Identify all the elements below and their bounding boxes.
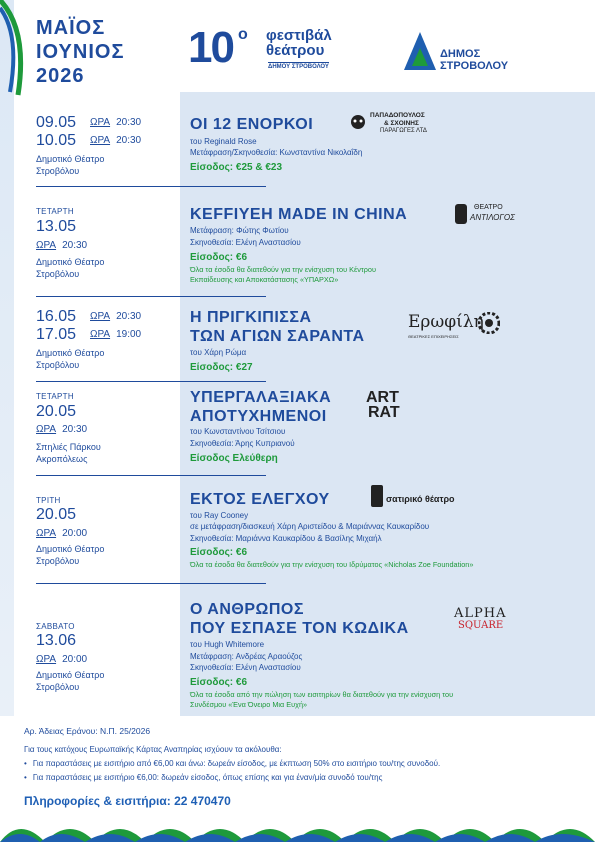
event-date: 16.05	[36, 308, 77, 325]
event-title: ΕΚΤΟΣ ΕΛΕΓΧΟΥ	[190, 491, 330, 508]
event-credit: σε μετάφραση/διασκευή Χάρη Αριστείδου & Μαριάννας Καυκαρίδου	[190, 522, 430, 531]
time-value: 20:30	[116, 117, 142, 128]
venue-line: Στροβόλου	[36, 682, 80, 692]
event-weekday: ΤΕΤΑΡΤΗ	[36, 392, 74, 401]
theatre-mask-icon	[454, 202, 468, 226]
event-credit: του Hugh Whitemore	[190, 640, 265, 649]
event-weekday: ΣΑΒΒΑΤΟ	[36, 622, 75, 631]
company-name: σατιρικό θέατρο	[386, 494, 455, 504]
event-entry-price: Είσοδος: €6	[190, 252, 248, 263]
time-label: ΩΡΑ	[90, 117, 111, 128]
event-credit: Μετάφραση/Σκηνοθεσία: Κωνσταντίνα Νικολαΐδη	[190, 148, 363, 157]
time-label: ΩΡΑ	[36, 424, 57, 435]
company-name: SQUARE	[458, 620, 504, 631]
company-name: ΠΑΠΑΔΟΠΟΥΛΟΣ	[370, 112, 425, 119]
company-name: ALPHA	[454, 606, 507, 621]
event-credit: Σκηνοθεσία: Άρης Κυπριανού	[190, 439, 295, 448]
info-tickets-phone: Πληροφορίες & εισιτήρια: 22 470470	[24, 794, 231, 808]
company-logo	[454, 606, 524, 640]
event-time	[36, 528, 87, 539]
festival-number: 10	[188, 23, 233, 72]
event-entry-price: Είσοδος: €6	[190, 677, 248, 688]
disability-card-bullet	[24, 772, 382, 783]
festival-title-2: θεάτρου	[266, 42, 325, 59]
event-entry-price: Είσοδος: €25 & €23	[190, 162, 283, 173]
event-title: ΑΠΟΤΥΧΗΜΕΝΟΙ	[190, 408, 327, 425]
time-label: ΩΡΑ	[90, 311, 111, 322]
company-logo	[370, 484, 480, 512]
event-title: Ο ΑΝΘΡΩΠΟΣ	[190, 601, 304, 618]
time-label: ΩΡΑ	[90, 329, 111, 340]
event-time	[36, 654, 87, 665]
divider	[36, 475, 266, 476]
municipality-emblem-icon	[402, 30, 438, 74]
company-logo	[408, 308, 498, 340]
bullet-icon: •	[24, 759, 27, 768]
divider	[36, 296, 266, 297]
time-value: 20:00	[62, 528, 88, 539]
event-weekday: ΤΡΙΤΗ	[36, 496, 61, 505]
header-logos-area	[180, 0, 595, 92]
event-note: Εκπαίδευσης και Αποκατάστασης «ΥΠΑΡΧΩ»	[190, 275, 339, 284]
event-title: ΤΩΝ ΑΓΙΩΝ ΣΑΡΑΝΤΑ	[190, 328, 365, 345]
event-title: KEFFIYEH MADE IN CHINA	[190, 206, 408, 223]
event-note: Όλα τα έσοδα από την πώληση των εισιτηρίων θα διατεθούν για την ενίσχυση του	[190, 690, 454, 699]
venue-line: Δημοτικό Θέατρο	[36, 348, 105, 358]
time-label: ΩΡΑ	[36, 528, 57, 539]
disability-card-bullet	[24, 758, 440, 769]
venue-line: Δημοτικό Θέατρο	[36, 154, 105, 164]
event-credit: του Κωνσταντίνου Τσίτσιου	[190, 427, 286, 436]
event-credit: Μετάφραση: Φώτης Φωτίου	[190, 226, 289, 235]
event-time	[36, 424, 87, 435]
company-logo	[366, 390, 410, 428]
festival-number-sup: ο	[238, 26, 248, 43]
divider	[36, 381, 266, 382]
time-value: 20:30	[116, 135, 142, 146]
event-time	[90, 329, 141, 340]
time-label: ΩΡΑ	[90, 135, 111, 146]
time-value: 20:30	[62, 240, 88, 251]
event-entry-price: Είσοδος Ελεύθερη	[190, 453, 278, 464]
event-date: 20.05	[36, 506, 77, 523]
event-title: Η ΠΡΙΓΚΙΠΙΣΣΑ	[190, 309, 312, 326]
event-credit: Μετάφραση: Ανδρέας Αραούζος	[190, 652, 303, 661]
header-month-1: ΜΑΪΟΣ	[36, 17, 106, 39]
event-entry-price: Είσοδος: €27	[190, 362, 253, 373]
header-year: 2026	[36, 65, 85, 87]
venue-line: Σπηλιές Πάρκου	[36, 442, 101, 452]
company-logo	[454, 202, 534, 232]
venue-line: Δημοτικό Θέατρο	[36, 257, 105, 267]
sunburst-icon	[478, 312, 500, 334]
event-credit: Σκηνοθεσία: Ελένη Αναστασίου	[190, 238, 301, 247]
event-credit: Σκηνοθεσία: Μαριάννα Καυκαρίδου & Βασίλης Μιχαήλ	[190, 534, 382, 543]
company-name: Ερωφίλη	[408, 312, 484, 332]
event-credit: Σκηνοθεσία: Ελένη Αναστασίου	[190, 663, 301, 672]
company-name: ΘΕΑΤΡΟ	[474, 204, 503, 211]
event-note: Όλα τα έσοδα θα διατεθούν για την ενίσχυση του Κέντρου	[190, 265, 376, 274]
company-name: & ΣΧΟΙΝΗΣ	[384, 120, 419, 127]
event-title: ΠΟΥ ΕΣΠΑΣΕ ΤΟΝ ΚΩΔΙΚΑ	[190, 620, 409, 637]
event-credit: του Χάρη Ρώμα	[190, 348, 247, 357]
event-time	[90, 311, 141, 322]
bullet-icon: •	[24, 773, 27, 782]
municipality-name-1: ΔΗΜΟΣ	[440, 48, 481, 60]
event-date: 13.05	[36, 218, 77, 235]
venue-line: Στροβόλου	[36, 269, 80, 279]
company-name: RAT	[368, 404, 400, 421]
time-label: ΩΡΑ	[36, 654, 57, 665]
event-date: 20.05	[36, 403, 77, 420]
event-note: Όλα τα έσοδα θα διατεθούν για την ενίσχυση του Ιδρύματος «Nicholas Zoe Foundation»	[190, 560, 474, 569]
bullet-text: Για παραστάσεις με εισιτήριο €6,00: δωρεάν είσοδος, όπως επίσης και για έναν/μία συνοδό του/της	[32, 773, 383, 782]
divider	[36, 583, 266, 584]
festival-subtitle: ΔΗΜΟΥ ΣΤΡΟΒΟΛΟΥ	[268, 64, 329, 70]
divider	[36, 186, 266, 187]
event-credit: του Ray Cooney	[190, 511, 249, 520]
wave-decoration-icon	[0, 812, 595, 842]
time-value: 20:00	[62, 654, 88, 665]
header-month-2: ΙΟΥΝΙΟΣ	[36, 41, 125, 63]
event-title: ΥΠΕΡΓΑΛΑΞΙΑΚΑ	[190, 389, 332, 406]
event-date: 17.05	[36, 326, 77, 343]
event-date: 13.06	[36, 632, 77, 649]
event-date: 10.05	[36, 132, 77, 149]
event-date: 09.05	[36, 114, 77, 131]
event-credit: του Reginald Rose	[190, 137, 257, 146]
event-time	[90, 117, 141, 128]
theatre-mask-icon	[350, 114, 366, 132]
venue-line: Δημοτικό Θέατρο	[36, 544, 105, 554]
time-value: 19:00	[116, 329, 142, 340]
company-name: ART	[366, 389, 399, 406]
time-value: 20:30	[116, 311, 142, 322]
arc-decoration-icon	[0, 0, 30, 100]
venue-line: Στροβόλου	[36, 556, 80, 566]
company-name: ΑΝΤΙΛΟΓΟΣ	[470, 213, 515, 222]
venue-line: Δημοτικό Θέατρο	[36, 670, 105, 680]
event-note: Συνδέσμου «Ένα Όνειρο Μια Ευχή»	[190, 700, 308, 709]
event-entry-price: Είσοδος: €6	[190, 547, 248, 558]
left-decoration-strip	[0, 0, 14, 716]
company-name: ΠΑΡΑΓΩΓΕΣ ΛΤΔ	[380, 128, 427, 134]
event-weekday: ΤΕΤΑΡΤΗ	[36, 207, 74, 216]
theatre-mask-icon	[370, 484, 384, 508]
time-label: ΩΡΑ	[36, 240, 57, 251]
municipality-name-2: ΣΤΡΟΒΟΛΟΥ	[440, 60, 509, 72]
event-time	[36, 240, 87, 251]
time-value: 20:30	[62, 424, 88, 435]
venue-line: Στροβόλου	[36, 360, 80, 370]
event-title: ΟΙ 12 ΕΝΟΡΚΟΙ	[190, 116, 314, 133]
disability-card-intro: Για τους κατόχους Ευρωπαϊκής Κάρτας Αναπηρίας ισχύουν τα ακόλουθα:	[24, 745, 282, 754]
header-date-block	[36, 16, 124, 88]
venue-line: Στροβόλου	[36, 166, 80, 176]
festival-title-1: φεστιβάλ	[266, 27, 332, 44]
permit-number: Αρ. Άδειας Εράνου: Ν.Π. 25/2026	[24, 726, 151, 736]
bullet-text: Για παραστάσεις με εισιτήριο από €6,00 και άνω: δωρεάν είσοδος, με έκπτωση 50% στο εισιτήριο του/της συνοδού.	[32, 759, 441, 768]
municipality-logo	[402, 30, 509, 79]
company-logo	[350, 110, 440, 136]
event-time	[90, 135, 141, 146]
venue-line: Ακροπόλεως	[36, 454, 88, 464]
company-name: ΘΕΑΤΡΙΚΕΣ ΕΠΙΧΕΙΡΗΣΕΙΣ	[408, 334, 459, 339]
